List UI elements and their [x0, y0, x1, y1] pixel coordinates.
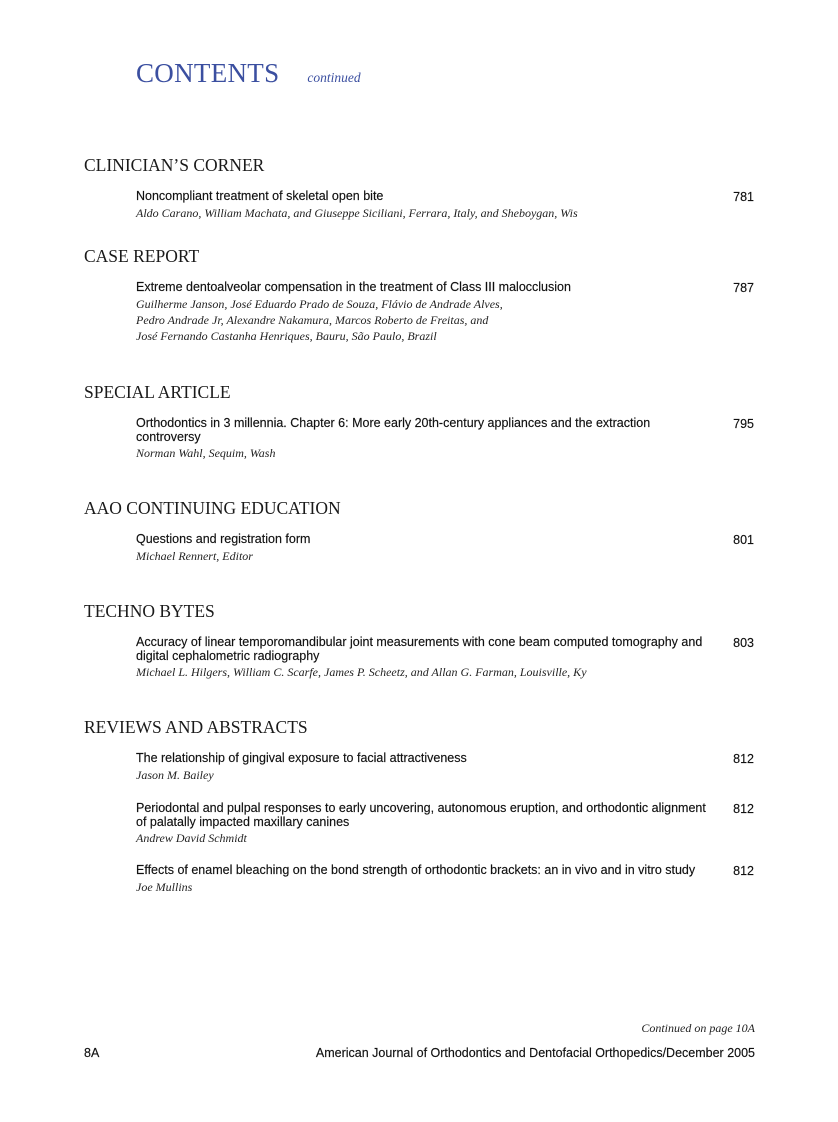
- entry-page-number: 812: [733, 864, 754, 878]
- page-header: [136, 58, 361, 89]
- entry-title[interactable]: Orthodontics in 3 millennia. Chapter 6: More early 20th-century appliances and the extraction controversy: [136, 416, 651, 444]
- section-heading-clinicians-corner: CLINICIAN’S CORNER: [84, 155, 265, 175]
- entry-page-number: 795: [733, 417, 754, 431]
- toc-entry[interactable]: [136, 281, 756, 344]
- section-heading-aao-continuing-education: AAO CONTINUING EDUCATION: [84, 498, 341, 518]
- toc-entry[interactable]: [136, 533, 756, 564]
- entry-title[interactable]: Questions and registration form: [136, 532, 311, 546]
- toc-entry[interactable]: [136, 190, 756, 221]
- entry-authors: Aldo Carano, William Machata, and Giuseppe Siciliani, Ferrara, Italy, and Sheboygan, Wis: [136, 205, 578, 220]
- toc-entry[interactable]: [136, 417, 756, 461]
- entry-authors: Guilherme Janson, José Eduardo Prado de Souza, Flávio de Andrade Alves,: [136, 296, 503, 311]
- entry-authors: Jason M. Bailey: [136, 767, 214, 782]
- entry-authors: Michael Rennert, Editor: [136, 548, 253, 563]
- entry-title[interactable]: Periodontal and pulpal responses to early uncovering, autonomous eruption, and orthodontic alignment of palatally impacted maxillary canines: [136, 801, 706, 829]
- section-heading-special-article: SPECIAL ARTICLE: [84, 382, 231, 402]
- entry-page-number: 812: [733, 802, 754, 816]
- entry-title[interactable]: The relationship of gingival exposure to facial attractiveness: [136, 751, 467, 765]
- section-heading-case-report: CASE REPORT: [84, 246, 200, 266]
- page-subtitle: continued: [307, 70, 361, 85]
- entry-authors: Andrew David Schmidt: [136, 831, 247, 845]
- entry-title[interactable]: Accuracy of linear temporomandibular joint measurements with cone beam computed tomography and digital cephalometric radiography: [136, 635, 703, 663]
- footer-page-number: 8A: [84, 1046, 100, 1060]
- toc-entry[interactable]: [136, 636, 756, 680]
- entry-page-number: 787: [733, 281, 754, 295]
- entry-authors: Michael L. Hilgers, William C. Scarfe, James P. Scheetz, and Allan G. Farman, Louisville, Ky: [136, 665, 587, 679]
- entry-authors: Pedro Andrade Jr, Alexandre Nakamura, Marcos Roberto de Freitas, and: [136, 312, 489, 327]
- entry-authors: Joe Mullins: [136, 879, 193, 894]
- entry-page-number: 801: [733, 533, 754, 547]
- entry-authors: José Fernando Castanha Henriques, Bauru, São Paulo, Brazil: [136, 328, 437, 343]
- continued-note: Continued on page 10A: [641, 1021, 755, 1035]
- entry-title[interactable]: Noncompliant treatment of skeletal open bite: [136, 189, 384, 203]
- section-heading-techno-bytes: TECHNO BYTES: [84, 601, 215, 621]
- footer-journal-line: American Journal of Orthodontics and Dentofacial Orthopedics/December 2005: [315, 1046, 755, 1060]
- entry-page-number: 781: [733, 190, 754, 204]
- entry-title[interactable]: Extreme dentoalveolar compensation in the treatment of Class III malocclusion: [136, 280, 571, 294]
- toc-entry[interactable]: [136, 864, 756, 895]
- entry-page-number: 803: [733, 636, 754, 650]
- page-title: CONTENTS: [136, 58, 280, 88]
- toc-entry[interactable]: [136, 752, 756, 783]
- entry-title[interactable]: Effects of enamel bleaching on the bond strength of orthodontic brackets: an in vivo and in vitro study: [136, 863, 696, 877]
- entry-authors: Norman Wahl, Sequim, Wash: [136, 446, 276, 460]
- section-heading-reviews-and-abstracts: REVIEWS AND ABSTRACTS: [84, 717, 308, 737]
- entry-page-number: 812: [733, 752, 754, 766]
- toc-entry[interactable]: [136, 802, 756, 846]
